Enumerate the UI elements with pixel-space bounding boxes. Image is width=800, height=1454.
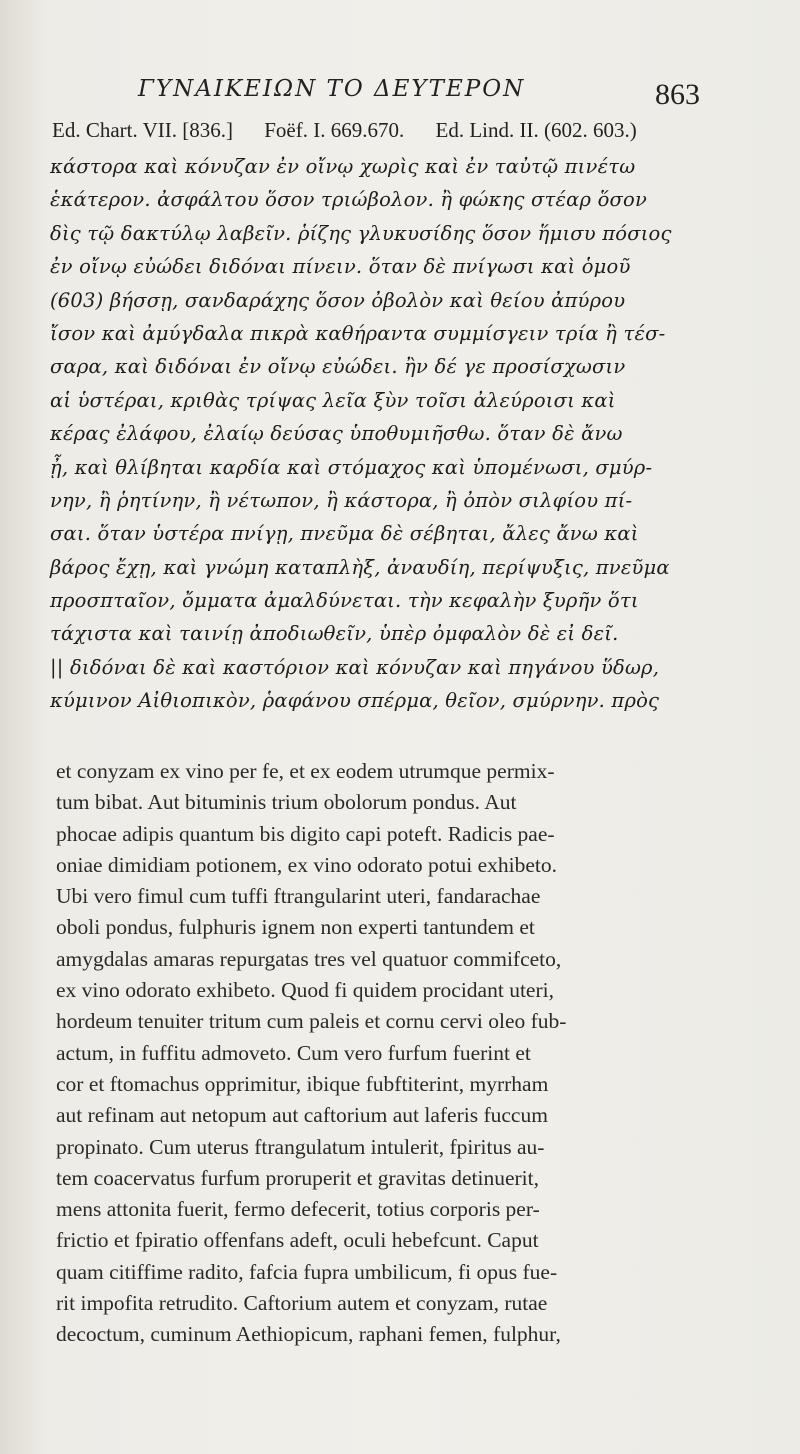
greek-line: ᾖ, καὶ θλίβηται καρδία καὶ στόμαχος καὶ ὑπομένωσι, σμύρ- — [50, 455, 653, 479]
latin-line: et conyzam ex vino per fe, et ex eodem utrumque permix- — [56, 759, 555, 783]
latin-line: tum bibat. Aut bituminis trium obolorum pondus. Aut — [56, 790, 517, 815]
greek-line: || διδόναι δὲ καὶ καστόριον καὶ κόνυζαν καὶ πηγάνου ὕδωρ, — [50, 655, 660, 679]
latin-line: phocae adipis quantum bis digito capi poteft. Radicis pae- — [56, 821, 555, 846]
latin-line: aut refinam aut netopum aut caftorium aut laferis fuccum — [56, 1103, 548, 1128]
greek-line: νην, ἢ ῥητίνην, ἢ νέτωπον, ἢ κάστορα, ἢ ὀπὸν σιλφίου πί- — [50, 488, 633, 512]
greek-line: ἑκάτερον. ἀσφάλτου ὅσον τριώβολον. ἢ φώκης στέαρ ὅσον — [50, 188, 648, 212]
page-number: 863 — [655, 78, 700, 111]
page-header — [0, 72, 800, 122]
reference-linden: Ed. Lind. II. (602. 603.) — [435, 118, 637, 142]
greek-line: κέρας ἐλάφου, ἐλαίῳ δεύσας ὑποθυμιῆσθω. ὅταν δὲ ἄνω — [50, 422, 623, 446]
latin-line: quam citiffime radito, fafcia fupra umbilicum, fi opus fue- — [56, 1259, 558, 1284]
edition-references — [52, 118, 762, 143]
reference-foes: Foëf. I. 669.670. — [264, 118, 405, 142]
running-title: ΓΥΝΑΙΚΕΙΩΝ ΤΟ ΔΕΥΤΕΡΟΝ — [138, 76, 526, 102]
greek-line: τάχιστα καὶ ταινίῃ ἀποδιωθεῖν, ὑπὲρ ὀμφαλὸν δὲ εἰ δεῖ. — [50, 622, 619, 646]
greek-line: (603) βήσσῃ, σανδαράχης ὅσον ὀβολὸν καὶ θείου ἀπύρου — [50, 288, 626, 312]
latin-line: actum, in fuffitu admoveto. Cum vero furfum fuerint et — [56, 1040, 531, 1065]
greek-line: προσπταῖον, ὄμματα ἀμαλδύνεται. τὴν κεφαλὴν ξυρῆν ὅτι — [50, 589, 639, 613]
latin-line: propinato. Cum uterus ftrangulatum intulerit, fpiritus au- — [56, 1134, 545, 1159]
greek-line: αἱ ὑστέραι, κριθὰς τρίψας λεῖα ξὺν τοῖσι ἀλεύροισι καὶ — [50, 388, 616, 412]
latin-line: ex vino odorato exhibeto. Quod fi quidem procidant uteri, — [56, 978, 554, 1003]
latin-line: tem coacervatus furfum proruperit et gravitas detinuerit, — [56, 1165, 539, 1190]
latin-line: oboli pondus, fulphuris ignem non experti tantundem et — [56, 915, 535, 940]
greek-line: σαι. ὅταν ὑστέρα πνίγῃ, πνεῦμα δὲ σέβηται, ἄλες ἄνω καὶ — [50, 522, 639, 546]
greek-line: βάρος ἔχῃ, καὶ γνώμη καταπλὴξ, ἀναυδίη, περίψυξις, πνεῦμα — [50, 555, 670, 579]
reference-chartier: Ed. Chart. VII. [836.] — [52, 118, 233, 142]
latin-line: rit impofita retrudito. Caftorium autem et conyzam, rutae — [56, 1291, 548, 1316]
greek-line: σαρα, καὶ διδόναι ἐν οἴνῳ εὐώδει. ἢν δέ γε προσίσχωσιν — [50, 355, 626, 379]
latin-line: frictio et fpiratio offenfans adeft, oculi hebefcunt. Caput — [56, 1228, 539, 1253]
greek-line: κάστορα καὶ κόνυζαν ἐν οἴνῳ χωρὶς καὶ ἐν ταὐτῷ πινέτω — [50, 155, 636, 178]
greek-text-block — [50, 150, 772, 718]
latin-line: mens attonita fuerit, fermo defecerit, totius corporis per- — [56, 1197, 540, 1222]
latin-line: amygdalas amaras repurgatas tres vel quatuor commifceto, — [56, 946, 562, 971]
latin-line: cor et ftomachus opprimitur, ibique fubftiterint, myrrham — [56, 1071, 549, 1096]
latin-line: oniae dimidiam potionem, ex vino odorato potui exhibeto. — [56, 852, 557, 877]
latin-text-block — [56, 756, 778, 1351]
greek-line: δὶς τῷ δακτύλῳ λαβεῖν. ῥίζης γλυκυσίδης ὅσον ἥμισυ πόσιος — [50, 221, 672, 245]
latin-line: decoctum, cuminum Aethiopicum, raphani femen, fulphur, — [56, 1322, 561, 1347]
latin-line: hordeum tenuiter tritum cum paleis et cornu cervi oleo fub- — [56, 1009, 567, 1034]
latin-line: Ubi vero fimul cum tuffi ftrangularint uteri, fandarachae — [56, 884, 541, 909]
greek-line: ἐν οἴνῳ εὐώδει διδόναι πίνειν. ὅταν δὲ πνίγωσι καὶ ὁμοῦ — [50, 255, 631, 279]
greek-line: ἴσον καὶ ἀμύγδαλα πικρὰ καθήραντα συμμίσγειν τρία ἢ τέσ- — [50, 321, 666, 345]
greek-line: κύμινον Αἰθιοπικὸν, ῥαφάνου σπέρμα, θεῖον, σμύρνην. πρὸς — [50, 689, 660, 713]
